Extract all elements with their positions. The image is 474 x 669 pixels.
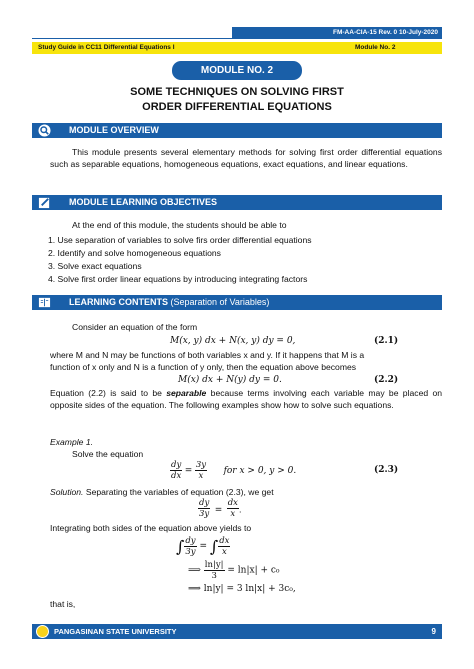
magnifier-icon bbox=[38, 124, 51, 137]
equation-number: (2.2) bbox=[374, 375, 399, 385]
book-icon bbox=[38, 296, 51, 309]
contents-heading-sub: (Separation of Variables) bbox=[170, 297, 270, 307]
contents-heading-bar bbox=[32, 295, 442, 310]
fraction: $\frac{3y}{x}$ bbox=[195, 460, 207, 481]
page-title-line2: ORDER DIFFERENTIAL EQUATIONS bbox=[142, 101, 332, 113]
module-label: MODULE NO. 2 bbox=[172, 61, 302, 80]
fraction: $\frac{dy}{3y}$ bbox=[199, 498, 210, 519]
objectives-heading: MODULE LEARNING OBJECTIVES bbox=[69, 197, 218, 207]
log-equation-1-rhs: = ln|x| + c₀ bbox=[227, 565, 280, 576]
solution-line bbox=[50, 487, 274, 499]
solution-label: Solution. bbox=[50, 487, 84, 497]
form-code: FM-AA-CIA-15 Rev. 0 10-July-2020 bbox=[232, 27, 442, 39]
contents-heading-main: LEARNING CONTENTS bbox=[69, 297, 168, 307]
header-divider bbox=[32, 38, 442, 39]
separable-text-post: because terms involving each variable may be placed on opposite sides of the equation. The following examples show how to solve such equations. bbox=[50, 388, 443, 410]
equation-number: (2.1) bbox=[374, 336, 399, 346]
header-bar bbox=[32, 42, 442, 54]
solve-text: Solve the equation bbox=[72, 449, 144, 459]
integral-sign: ∫ bbox=[176, 537, 185, 556]
consider-text: Consider an equation of the form bbox=[72, 322, 198, 332]
objective-item: 2. Identify and solve homogeneous equations bbox=[48, 248, 221, 258]
fraction: $\frac{dy}{3y}$ bbox=[185, 536, 196, 557]
fraction: $\frac{dx}{x}$ bbox=[219, 536, 230, 557]
integral-sign: ∫ bbox=[209, 537, 219, 556]
fraction: $\frac{dy}{dx}$ bbox=[171, 460, 182, 481]
header-left: Study Guide in CC11 Differential Equations I bbox=[38, 44, 175, 51]
objective-item: 3. Solve exact equations bbox=[48, 261, 142, 271]
fraction: $\frac{dx}{x}$ bbox=[227, 498, 238, 519]
equation-2-1: M(x, y) dx + N(x, y) dy = 0, bbox=[170, 336, 296, 346]
separable-paragraph bbox=[50, 388, 442, 411]
equation-2-3: $\frac{dy}{dx}$ = $\frac{3y}{x}$ for x > 0, y > 0. bbox=[171, 460, 297, 481]
overview-heading-bar bbox=[32, 123, 442, 138]
footer-bar bbox=[32, 624, 442, 639]
pencil-icon bbox=[38, 196, 51, 209]
page-number: 9 bbox=[431, 627, 436, 636]
where-text-line2: function of x only and N is a function of y only, then the equation above becomes bbox=[50, 362, 357, 372]
integral-equation: ∫ $\frac{dy}{3y}$ = ∫ $\frac{dx}{x}$ bbox=[176, 536, 230, 557]
header-right: Module No. 2 bbox=[355, 44, 396, 51]
equation-number: (2.3) bbox=[374, 465, 399, 475]
objectives-heading-bar bbox=[32, 195, 442, 210]
log-equation-2: ⟹ ln|y| = 3 ln|x| + 3c₀, bbox=[188, 584, 296, 594]
page-title-line1: SOME TECHNIQUES ON SOLVING FIRST bbox=[130, 86, 344, 98]
objective-item: 4. Solve first order linear equations by introducing integrating factors bbox=[48, 274, 308, 284]
log-equation-1: ⟹ $\frac{\ln|y|}{3}$ = ln|x| + c₀ bbox=[188, 560, 280, 581]
solution-text: Separating the variables of equation (2.3), we get bbox=[83, 487, 274, 497]
fraction: $\frac{\ln|y|}{3}$ bbox=[204, 560, 224, 581]
separated-equation: $\frac{dy}{3y}$ = $\frac{dx}{x}$ . bbox=[199, 498, 242, 519]
example-label: Example 1. bbox=[50, 437, 93, 447]
footer-university: PANGASINAN STATE UNIVERSITY bbox=[54, 627, 177, 636]
that-is-text: that is, bbox=[50, 599, 76, 609]
equation-condition: for x > 0, y > 0. bbox=[223, 465, 297, 476]
integrating-text: Integrating both sides of the equation above yields to bbox=[50, 523, 252, 533]
objective-item: 1. Use separation of variables to solve firs order differential equations bbox=[48, 235, 312, 245]
separable-text-pre: Equation (2.2) is said to be bbox=[50, 388, 167, 398]
contents-heading bbox=[69, 295, 269, 310]
objectives-intro: At the end of this module, the students should be able to bbox=[72, 220, 287, 230]
separable-term: separable bbox=[166, 388, 207, 398]
overview-text: This module presents several elementary methods for solving first order differential equations such as separable equations, homogeneous equations, exact equations, and linear equations. bbox=[50, 147, 442, 169]
where-text-line1: where M and N may be functions of both variables x and y. If it happens that M is a bbox=[50, 350, 365, 360]
overview-heading: MODULE OVERVIEW bbox=[69, 125, 159, 135]
equation-2-2: M(x) dx + N(y) dy = 0. bbox=[178, 375, 282, 385]
university-seal-icon bbox=[36, 625, 49, 638]
